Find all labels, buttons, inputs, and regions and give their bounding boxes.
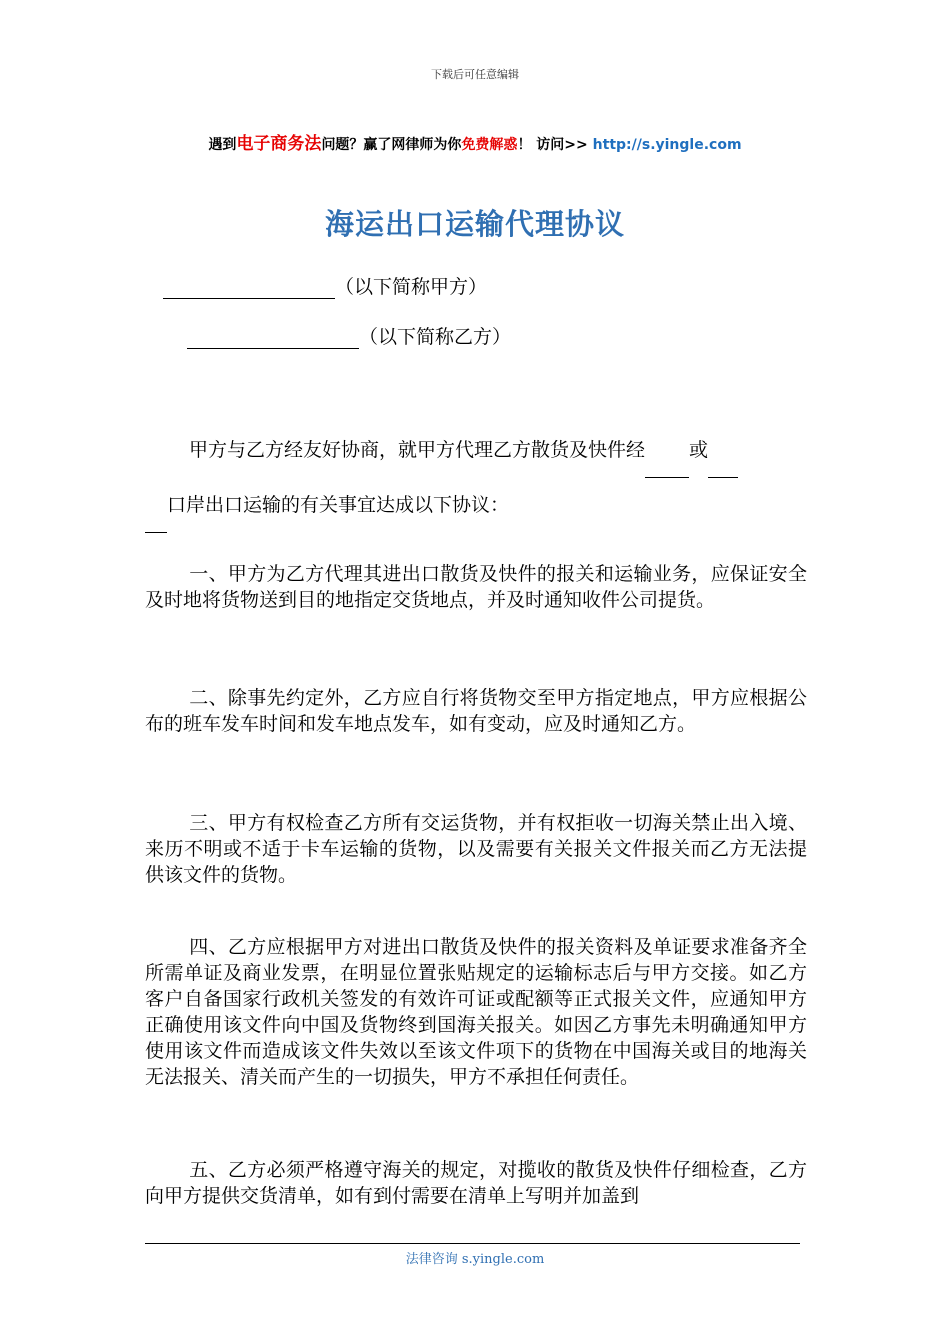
ad-prefix: 遇到: [208, 137, 237, 153]
document-title: 海运出口运输代理协议: [324, 207, 625, 241]
party-a-label: （以下简称甲方）: [335, 276, 488, 298]
intro-text-2: 口岸出口运输的有关事宜达成以下协议：: [167, 494, 510, 516]
party-b-label: （以下简称乙方）: [359, 326, 512, 348]
party-a-blank: [163, 276, 335, 299]
ad-middle: 问题？赢了网律师为你: [321, 137, 462, 153]
clause-1-text: 一、甲方为乙方代理其进出口散货及快件的报关和运输业务，应保证安全及时地将货物送到目的地指定交货地点，并及时通知收件公司提货。: [145, 563, 807, 611]
port-blank-1: [645, 457, 689, 478]
clause-5-text: 五、乙方必须严格遵守海关的规定，对揽收的散货及快件仔细检查，乙方向甲方提供交货清单，如有到付需要在清单上写明并加盖到: [145, 1159, 807, 1207]
intro-text-1: 甲方与乙方经友好协商，就甲方代理乙方散货及快件经: [189, 439, 646, 461]
clause-2-text: 二、除事先约定外，乙方应自行将货物交至甲方指定地点，甲方应根据公布的班车发车时间和发车地点发车，如有变动，应及时通知乙方。: [145, 687, 807, 735]
party-a-line: [163, 272, 487, 299]
clause-4-text: 四、乙方应根据甲方对进出口散货及快件的报关资料及单证要求准备齐全所需单证及商业发票，在明显位置张贴规定的运输标志后与甲方交接。如乙方客户自备国家行政机关签发的有效许可证或配额等正式报关文件，应通知甲方正确使用该文件向中国及货物终到国海关报关。如因乙方事先未明确通知甲方使用该文件而造成该文件失效以至该文件项下的货物在中国海关或目的地海关无法报关、清关而产生的一切损失，甲方不承担任何责任。: [145, 936, 807, 1088]
ad-link[interactable]: http://s.yingle.com: [592, 137, 742, 153]
clause-3: [145, 810, 807, 888]
clause-5: [145, 1157, 807, 1209]
ad-banner[interactable]: [0, 129, 950, 154]
ad-highlight-topic: 电子商务法: [236, 134, 322, 154]
clause-3-text: 三、甲方有权检查乙方所有交运货物，并有权拒收一切海关禁止出入境、来历不明或不适于卡车运输的货物，以及需要有关报关文件报关而乙方无法提供该文件的货物。: [145, 812, 807, 886]
ad-highlight-free: 免费解惑: [461, 137, 518, 153]
footer-divider: [145, 1243, 800, 1244]
party-b-line: [187, 322, 511, 349]
footer-link[interactable]: 法律咨询 s.yingle.com: [405, 1252, 545, 1267]
port-blank-2a: [708, 457, 738, 478]
ad-suffix: ！ 访问>>: [517, 137, 593, 153]
download-note: 下载后可任意编辑: [431, 68, 519, 81]
clause-1: [145, 561, 807, 613]
port-blank-2b: [145, 512, 167, 533]
clause-2: [145, 685, 807, 737]
clause-4: [145, 934, 807, 1090]
intro-or: 或: [689, 439, 709, 461]
party-b-blank: [187, 326, 359, 349]
intro-paragraph: [145, 423, 807, 533]
